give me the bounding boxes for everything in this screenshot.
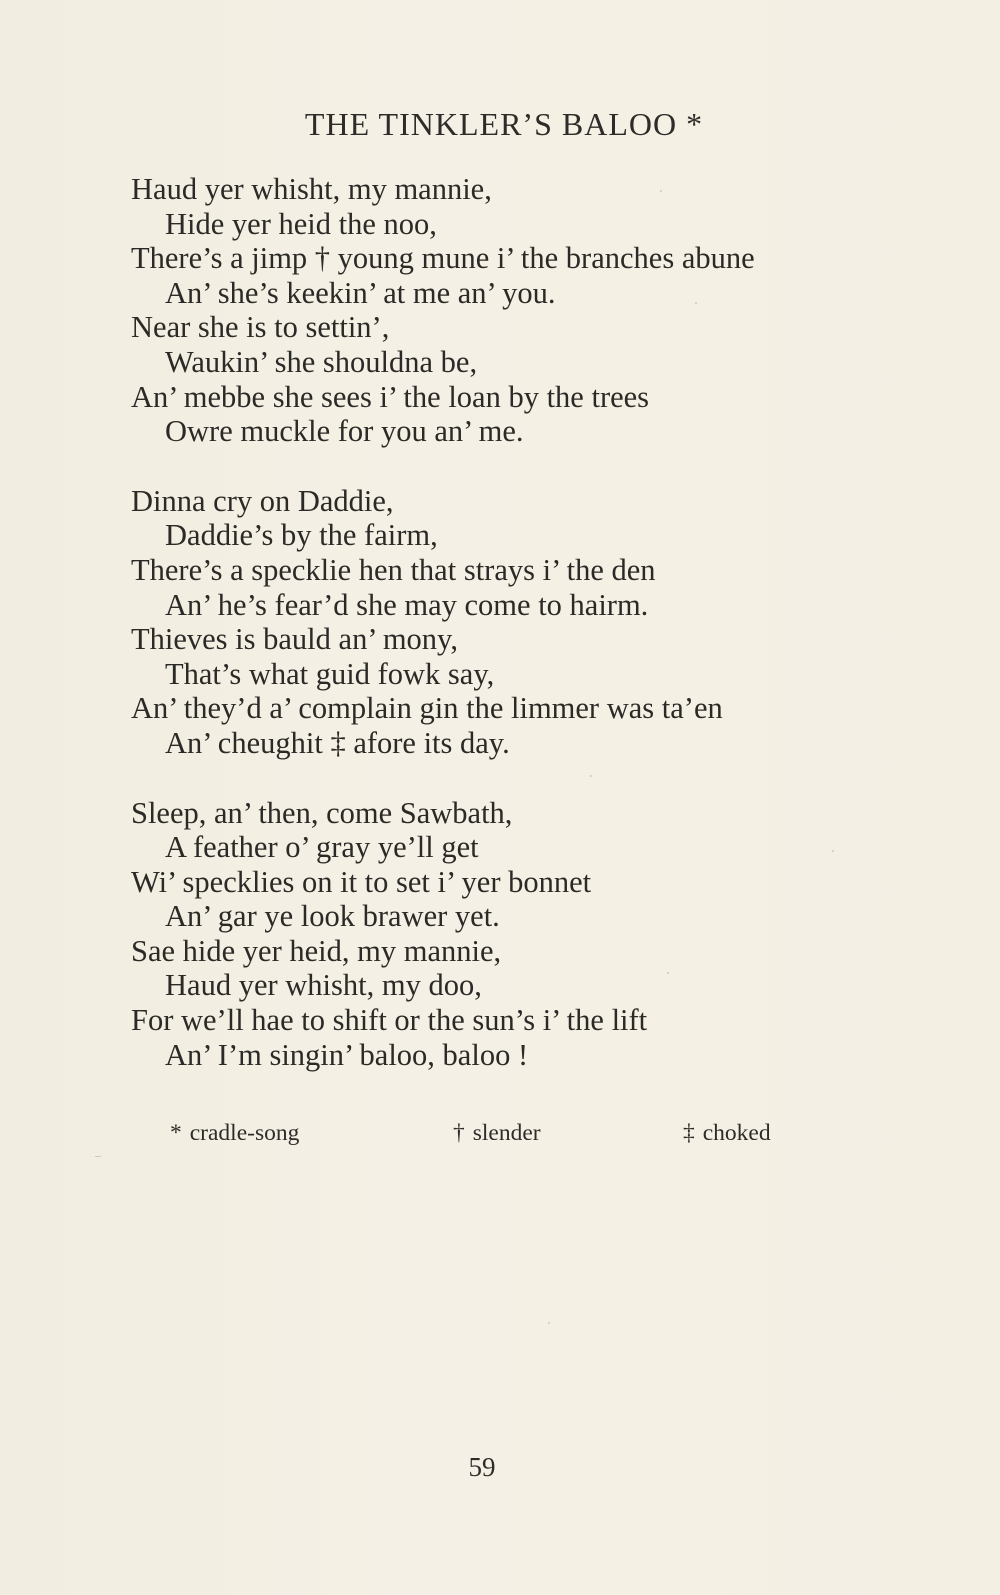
asterisk-mark: * [170, 1120, 182, 1146]
paper-speck [667, 972, 669, 974]
poem-line: Haud yer whisht, my doo, [165, 968, 482, 1003]
footnotes [0, 1120, 1000, 1150]
poem-line: There’s a jimp † young mune i’ the branches abune [131, 241, 755, 276]
poem-body [131, 172, 951, 1107]
dagger-mark: † [453, 1120, 465, 1146]
poem-line: An’ I’m singin’ baloo, baloo ! [165, 1037, 529, 1072]
poem-line: An’ she’s keekin’ at me an’ you. [165, 275, 556, 310]
poem-line: For we’ll hae to shift or the sun’s i’ the lift [131, 1003, 648, 1038]
footnote-text: slender [472, 1120, 541, 1146]
poem-line: Owre muckle for you an’ me. [165, 414, 524, 449]
poem-title-text: THE TINKLER’S BALOO * [304, 106, 704, 142]
paper-speck [695, 302, 697, 304]
stanza-2 [131, 484, 951, 761]
poem-line: Sleep, an’ then, come Sawbath, [131, 795, 513, 830]
footnote-cradle-song [170, 1120, 299, 1147]
poem-line: Waukin’ she shouldna be, [165, 344, 478, 379]
footnote-text: cradle-song [189, 1120, 300, 1146]
poem-line: Dinna cry on Daddie, [131, 483, 394, 518]
poem-line: Hide yer heid the noo, [165, 206, 437, 241]
poem-line: An’ gar ye look brawer yet. [165, 899, 500, 934]
page-number-text: 59 [468, 1452, 496, 1482]
poem-line: There’s a specklie hen that strays i’ the den [131, 552, 656, 587]
poem-line: Daddie’s by the fairm, [165, 518, 438, 553]
poem-line: A feather o’ gray ye’ll get [165, 830, 479, 865]
paper-speck [832, 850, 834, 852]
poem-line: Thieves is bauld an’ mony, [131, 622, 458, 657]
paper-speck [548, 1322, 550, 1324]
paper-speck [590, 775, 592, 777]
paper-speck [95, 1156, 101, 1157]
footnote-text: choked [702, 1120, 771, 1146]
poem-line: An’ cheughit ‡ afore its day. [165, 725, 510, 760]
poem-line: An’ they’d a’ complain gin the limmer was ta’en [131, 691, 723, 726]
poem-title [0, 104, 1000, 144]
poem-line: An’ he’s fear’d she may come to hairm. [165, 587, 649, 622]
poem-line: Sae hide yer heid, my mannie, [131, 933, 502, 968]
footnote-slender [453, 1120, 541, 1147]
paper-speck [660, 190, 662, 192]
stanza-1 [131, 172, 951, 449]
poem-line: Haud yer whisht, my mannie, [131, 172, 492, 206]
poem-line: Near she is to settin’, [131, 310, 390, 345]
poem-line: An’ mebbe she sees i’ the loan by the trees [131, 379, 650, 414]
footnote-choked [683, 1120, 771, 1147]
page-number [0, 1452, 1000, 1483]
poem-line: Wi’ specklies on it to set i’ yer bonnet [131, 864, 592, 899]
poem-line: That’s what guid fowk say, [165, 656, 495, 691]
double-dagger-mark: ‡ [683, 1120, 695, 1146]
stanza-3 [131, 796, 951, 1073]
